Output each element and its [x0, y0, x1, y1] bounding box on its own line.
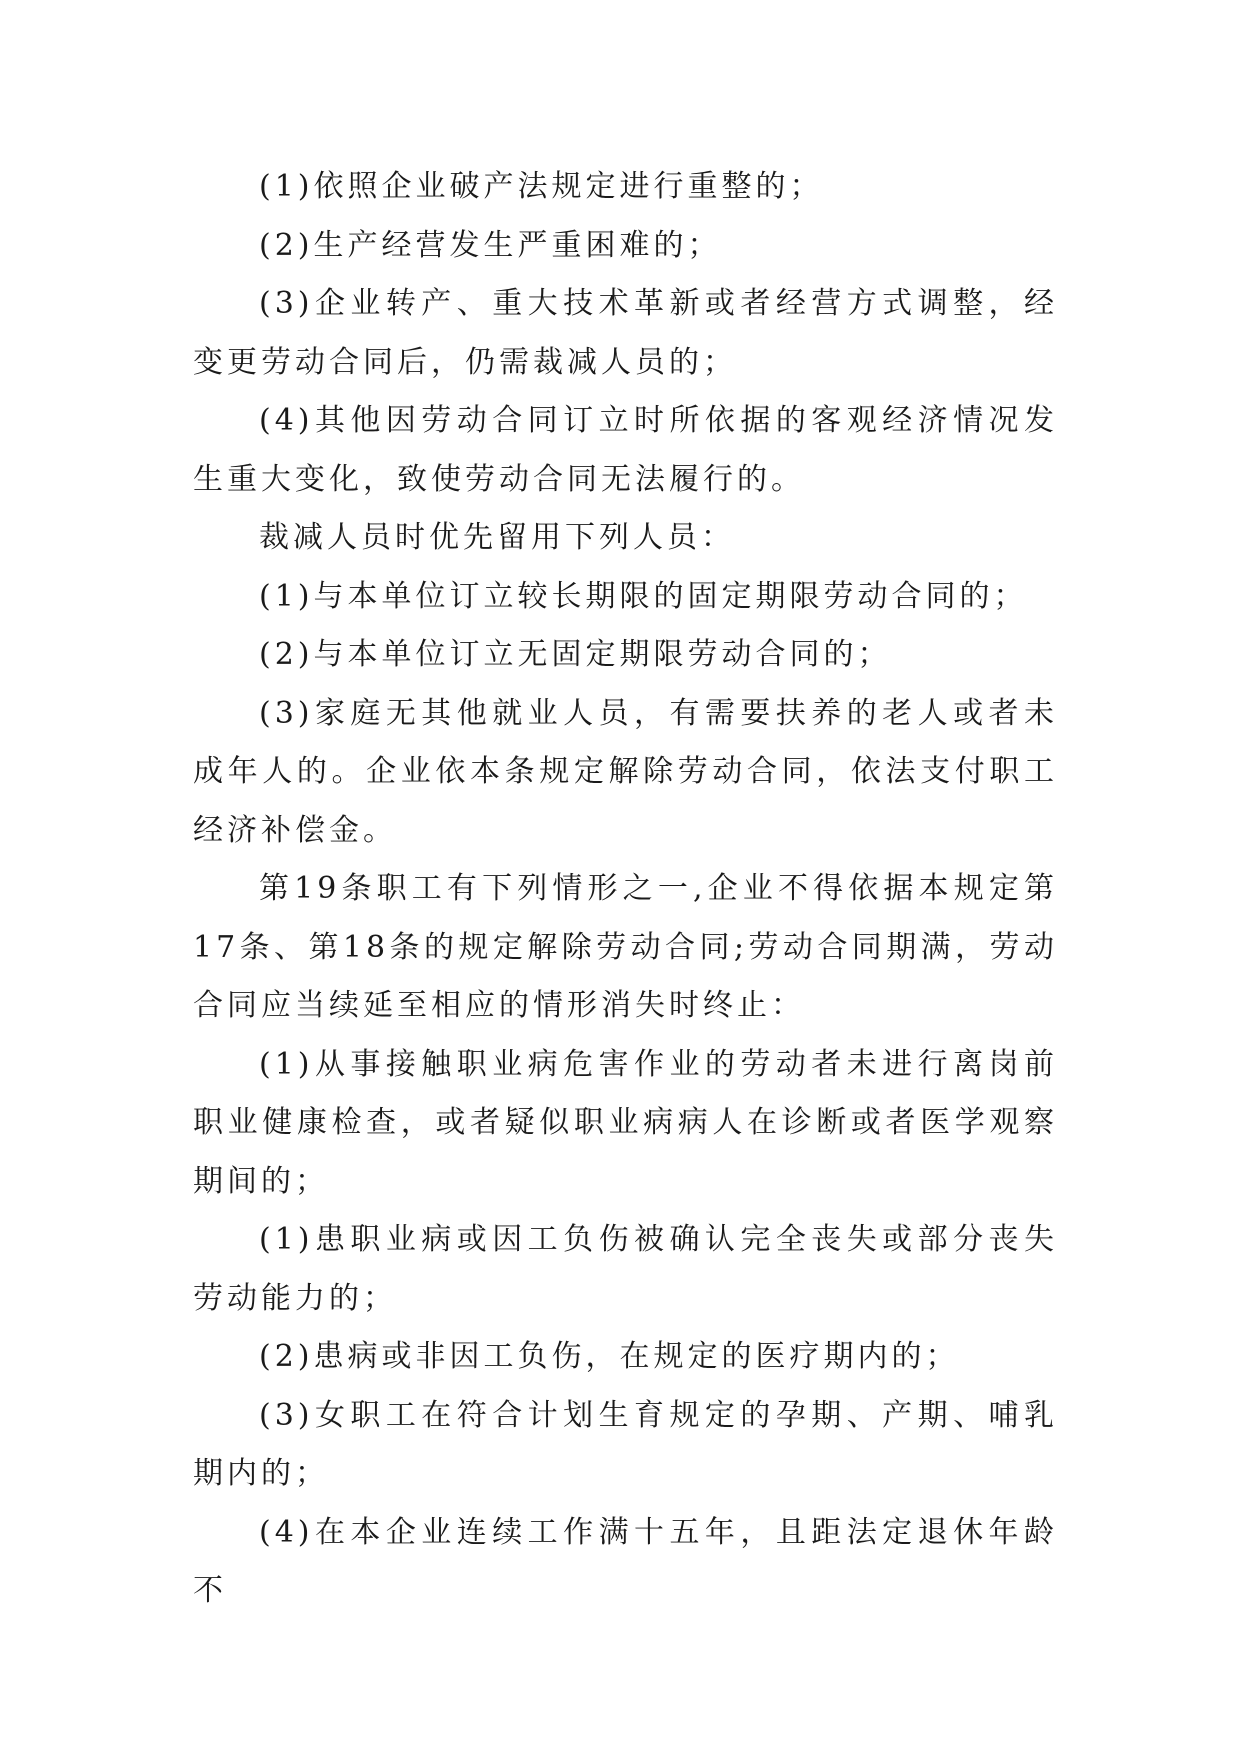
paragraph-10: (1)从事接触职业病危害作业的劳动者未进行离岗前职业健康检查，或者疑似职业病病人在诊断或者医学观察期间的； [193, 1046, 1058, 1199]
paragraph-13: (3)女职工在符合计划生育规定的孕期、产期、哺乳期内的； [193, 1397, 1058, 1491]
paragraph-14: (4)在本企业连续工作满十五年，且距法定退休年龄不 [193, 1514, 1058, 1608]
paragraph-9: 第19条职工有下列情形之一,企业不得依据本规定第17条、第18条的规定解除劳动合同;劳动合同期满，劳动合同应当续延至相应的情形消失时终止： [193, 871, 1058, 1023]
paragraph-5: 裁减人员时优先留用下列人员： [259, 520, 735, 555]
paragraph-3: (3)企业转产、重大技术革新或者经营方式调整，经变更劳动合同后，仍需裁减人员的； [193, 286, 1058, 380]
document-body [193, 158, 1058, 1621]
paragraph-7: (2)与本单位订立无固定期限劳动合同的； [259, 637, 892, 672]
paragraph-1: (1)依照企业破产法规定进行重整的； [259, 169, 824, 204]
paragraph-8: (3)家庭无其他就业人员，有需要扶养的老人或者未成年人的。企业依本条规定解除劳动合同，依法支付职工经济补偿金。 [193, 695, 1058, 848]
paragraph-2: (2)生产经营发生严重困难的； [259, 227, 722, 263]
paragraph-12: (2)患病或非因工负伤，在规定的医疗期内的； [259, 1339, 960, 1374]
paragraph-4: (4)其他因劳动合同订立时所依据的客观经济情况发生重大变化，致使劳动合同无法履行的。 [193, 403, 1058, 497]
paragraph-6: (1)与本单位订立较长期限的固定期限劳动合同的； [259, 578, 1028, 614]
paragraph-11: (1)患职业病或因工负伤被确认完全丧失或部分丧失劳动能力的； [193, 1222, 1058, 1316]
